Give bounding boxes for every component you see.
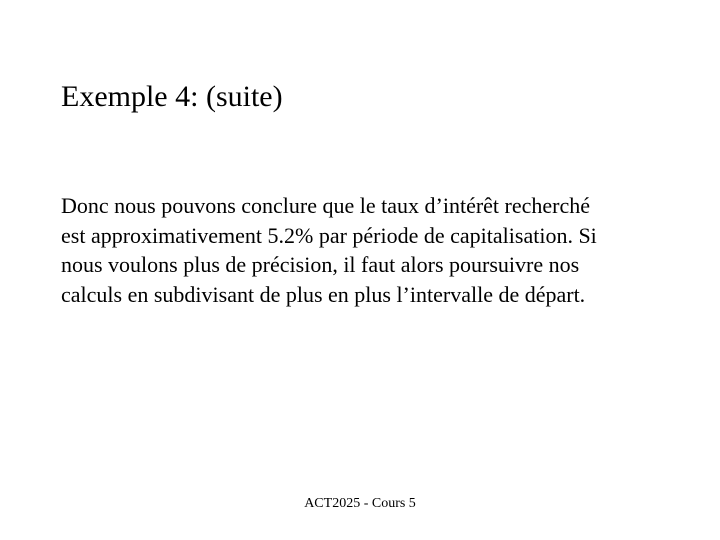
body-line: est approximativement 5.2% par période de capitalisation. Si (61, 222, 597, 248)
body-line: nous voulons plus de précision, il faut alors poursuivre nos (61, 252, 580, 277)
slide-body-text (61, 191, 661, 309)
body-line: Donc nous pouvons conclure que le taux d’intérêt recherché (61, 193, 591, 218)
body-line: calculs en subdivisant de plus en plus l’intervalle de départ. (61, 281, 586, 307)
slide-footer: ACT2025 - Cours 5 (304, 496, 416, 511)
slide-title: Exemple 4: (suite) (61, 80, 283, 113)
